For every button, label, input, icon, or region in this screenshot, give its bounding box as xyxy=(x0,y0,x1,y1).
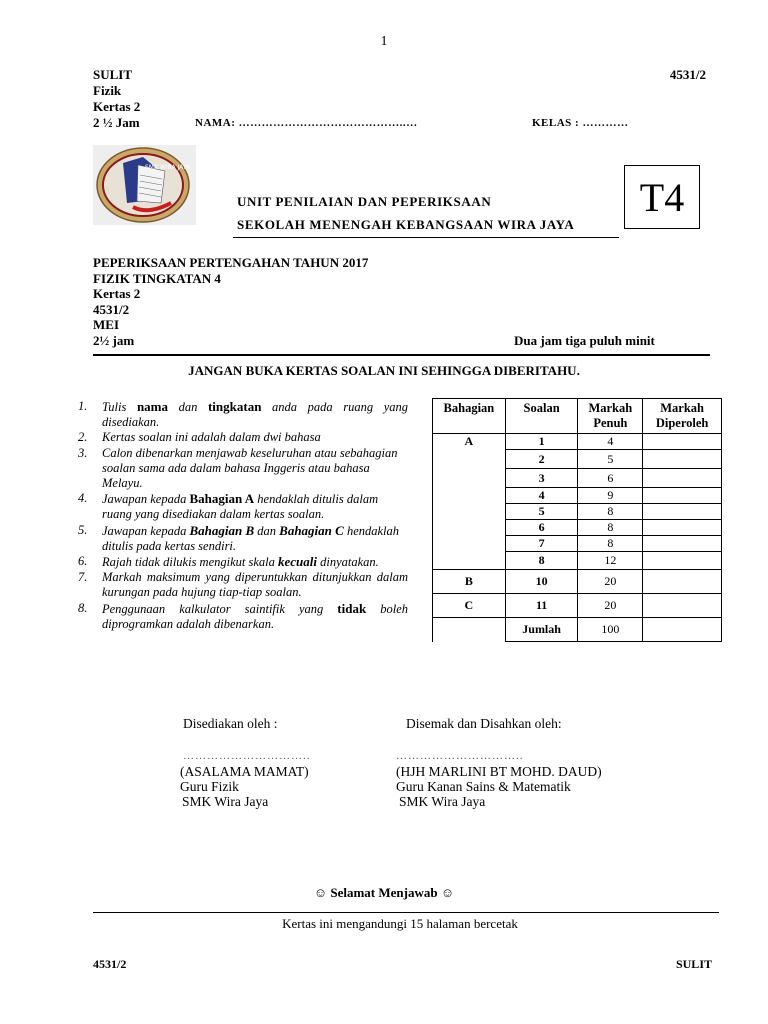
logo-text: SMK WIRA JAYA xyxy=(145,164,191,171)
markah-diperoleh-cell[interactable] xyxy=(643,552,722,570)
markah-diperoleh-cell[interactable] xyxy=(643,469,722,488)
exam-line: Kertas 2 xyxy=(93,286,141,301)
instruction-text: dinyatakan. xyxy=(317,555,379,570)
kelas-field: KELAS : ………… xyxy=(532,117,629,129)
school-name: SEKOLAH MENENGAH KEBANGSAAN WIRA JAYA xyxy=(237,217,575,232)
markah-penuh-cell: 8 xyxy=(578,504,643,520)
instruction-number: 5. xyxy=(78,522,88,537)
page-number: 1 xyxy=(380,34,388,49)
form-box: T4 xyxy=(624,165,700,229)
total-diperoleh[interactable] xyxy=(643,618,722,642)
instruction-keyword: Bahagian B xyxy=(189,522,255,538)
instruction-item xyxy=(78,430,408,445)
instruction-text: Markah maksimum yang diperuntukkan ditunjukkan dalam kurungan pada hujung tiap-tiap soalan. xyxy=(102,570,408,600)
header-bahagian: Bahagian xyxy=(433,399,506,434)
greeting-text: ☺ Selamat Menjawab ☺ xyxy=(313,885,455,900)
instruction-number: 3. xyxy=(78,445,88,460)
blank-cell xyxy=(433,618,506,642)
page-count-text: Kertas ini mengandungi 15 halaman bercetak xyxy=(282,916,518,931)
total-label: Jumlah xyxy=(505,618,578,642)
table-row xyxy=(433,570,722,594)
markah-penuh-cell: 12 xyxy=(578,552,643,570)
instruction-text: Tulis xyxy=(102,400,137,414)
markah-penuh-cell: 20 xyxy=(578,594,643,618)
soalan-cell: 7 xyxy=(505,536,578,552)
markah-diperoleh-cell[interactable] xyxy=(643,504,722,520)
instruction-keyword: Bahagian A xyxy=(189,491,255,507)
instruction-item xyxy=(78,554,408,570)
exam-details xyxy=(93,255,368,348)
footer-rule xyxy=(93,912,719,913)
instructions-list xyxy=(78,399,408,632)
warning-text: JANGAN BUKA KERTAS SOALAN INI SEHINGGA DIBERITAHU. xyxy=(188,363,580,378)
signer-school: SMK Wira Jaya xyxy=(182,794,269,809)
verified-by-title: Disemak dan Disahkan oleh: xyxy=(406,716,562,731)
soalan-cell: 10 xyxy=(505,570,578,594)
signer-school: SMK Wira Jaya xyxy=(399,794,486,809)
prepared-by-title: Disediakan oleh : xyxy=(183,716,278,731)
instruction-text: Jawapan kepada xyxy=(102,492,190,507)
header-line: Kertas 2 xyxy=(93,99,141,114)
soalan-cell: 5 xyxy=(505,504,578,520)
exam-line: 2½ jam xyxy=(93,332,135,348)
signature-line: ………………………….. xyxy=(396,750,524,762)
footer-code: 4531/2 xyxy=(93,957,127,971)
markah-diperoleh-cell[interactable] xyxy=(643,570,722,594)
markah-diperoleh-cell[interactable] xyxy=(643,520,722,536)
signer-role: Guru Fizik xyxy=(180,779,239,794)
nama-field: NAMA: ……………………………………..… xyxy=(195,117,418,129)
instruction-text: Penggunaan kalkulator saintifik yang xyxy=(102,601,338,616)
markah-penuh-cell: 5 xyxy=(578,450,643,469)
marks-table xyxy=(432,398,722,642)
section-a-label: A xyxy=(433,434,506,570)
soalan-cell: 6 xyxy=(505,520,578,536)
footer-classification: SULIT xyxy=(675,957,712,971)
header-line: 2 ½ Jam xyxy=(93,115,140,130)
instruction-keyword: tingkatan xyxy=(207,399,262,414)
instruction-text: hendaklah ditulis pada kertas sendiri. xyxy=(102,523,400,553)
instruction-text: hendaklah ditulis dalam ruang yang disediakan dalam kertas soalan. xyxy=(102,492,379,522)
header-markah-diperoleh: Markah Diperoleh xyxy=(643,399,722,434)
header-line: Fizik xyxy=(93,83,122,98)
soalan-cell: 1 xyxy=(505,434,578,450)
header-left-block xyxy=(93,67,140,131)
section-c-label: C xyxy=(433,594,506,618)
instruction-number: 2. xyxy=(78,430,88,445)
paper-code-top: 4531/2 xyxy=(669,67,706,82)
total-row xyxy=(433,618,722,642)
markah-penuh-cell: 4 xyxy=(578,434,643,450)
markah-diperoleh-cell[interactable] xyxy=(643,434,722,450)
header-markah-penuh: Markah Penuh xyxy=(578,399,643,434)
exam-line: MEI xyxy=(93,317,119,332)
instruction-text: Kertas soalan ini adalah dalam dwi bahasa xyxy=(102,430,321,445)
instruction-text: Rajah tidak dilukis mengikut skala xyxy=(102,555,279,570)
instruction-number: 1. xyxy=(78,399,88,413)
markah-diperoleh-cell[interactable] xyxy=(643,536,722,552)
instruction-keyword: Bahagian C xyxy=(279,522,344,538)
instruction-text: dan xyxy=(254,523,280,538)
instruction-item xyxy=(78,491,408,522)
verified-by-block xyxy=(396,749,602,809)
instruction-number: 6. xyxy=(78,554,88,569)
signature-line: ………………………….. xyxy=(183,750,311,762)
section-b-label: B xyxy=(433,570,506,594)
instruction-text: dan xyxy=(168,400,208,414)
markah-diperoleh-cell[interactable] xyxy=(643,450,722,469)
markah-penuh-cell: 9 xyxy=(578,488,643,504)
prepared-by-block xyxy=(180,749,311,809)
table-header-row xyxy=(433,399,722,434)
instruction-keyword: tidak xyxy=(337,600,367,616)
exam-line: PEPERIKSAAN PERTENGAHAN TAHUN 2017 xyxy=(93,255,369,270)
exam-line: FIZIK TINGKATAN 4 xyxy=(93,270,221,286)
exam-line: 4531/2 xyxy=(93,301,130,317)
instruction-text: Calon dibenarkan menjawab keseluruhan atau sebahagian soalan sama ada dalam bahasa Inggeris atau bahasa Melayu. xyxy=(102,445,398,491)
soalan-cell: 4 xyxy=(505,488,578,504)
instruction-item xyxy=(78,570,408,600)
instruction-item xyxy=(78,523,408,554)
soalan-cell: 2 xyxy=(505,450,578,469)
instruction-item xyxy=(78,399,408,430)
signer-role: Guru Kanan Sains & Matematik xyxy=(396,779,571,794)
unit-title: UNIT PENILAIAN DAN PEPERIKSAAN xyxy=(237,194,492,209)
markah-diperoleh-cell[interactable] xyxy=(643,594,722,618)
table-row xyxy=(433,434,722,450)
school-name-underline xyxy=(233,237,619,238)
header-line: SULIT xyxy=(93,67,133,82)
instruction-keyword: kecuali xyxy=(278,554,318,570)
instruction-number: 7. xyxy=(78,570,88,585)
markah-penuh-cell: 20 xyxy=(578,570,643,594)
duration-text: Dua jam tiga puluh minit xyxy=(514,333,655,348)
soalan-cell: 8 xyxy=(505,552,578,570)
instruction-number: 4. xyxy=(78,491,88,506)
markah-penuh-cell: 8 xyxy=(578,536,643,552)
markah-diperoleh-cell[interactable] xyxy=(643,488,722,504)
instruction-text: anda pada ruang yang disediakan. xyxy=(102,400,409,430)
instruction-item xyxy=(78,601,408,632)
table-row xyxy=(433,594,722,618)
signer-name: (HJH MARLINI BT MOHD. DAUD) xyxy=(396,764,602,779)
markah-penuh-cell: 8 xyxy=(578,520,643,536)
instruction-text: Jawapan kepada xyxy=(102,523,190,538)
signer-name: (ASALAMA MAMAT) xyxy=(180,764,309,779)
instruction-item xyxy=(78,446,408,492)
soalan-cell: 3 xyxy=(505,469,578,488)
school-logo xyxy=(93,145,196,225)
divider-rule xyxy=(93,354,710,356)
total-penuh: 100 xyxy=(578,618,643,642)
instruction-number: 8. xyxy=(78,600,88,615)
instruction-text: boleh diprogramkan adalah dibenarkan. xyxy=(102,601,408,631)
soalan-cell: 11 xyxy=(505,594,578,618)
markah-penuh-cell: 6 xyxy=(578,469,643,488)
header-soalan: Soalan xyxy=(505,399,578,434)
instruction-keyword: nama xyxy=(136,399,168,414)
